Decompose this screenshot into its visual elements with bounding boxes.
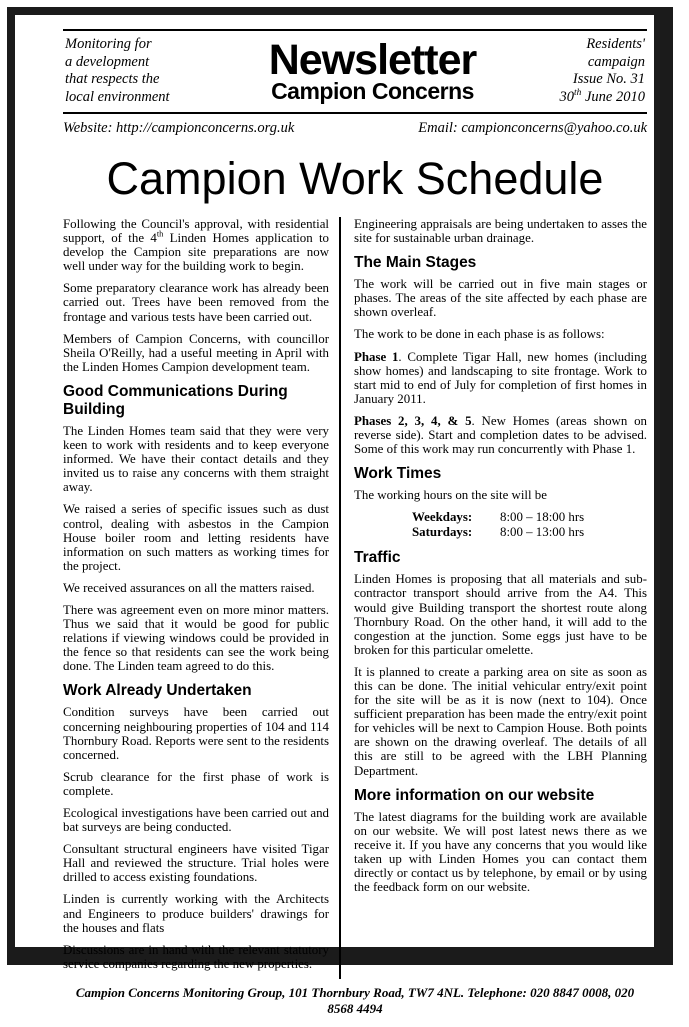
paragraph: Some preparatory clearance work has already been carried out. Trees have been removed from the frontage and various tests have been carried out. bbox=[63, 281, 329, 324]
ordinal-superscript: th bbox=[156, 229, 164, 239]
paragraph: Scrub clearance for the first phase of work is complete. bbox=[63, 769, 329, 798]
issue-date-rest: June 2010 bbox=[581, 88, 645, 105]
paragraph: We raised a series of specific issues such as dust control, dealing with asbestos in the Campion House boiler room and letting residents have information on such matters as working times for the project. bbox=[63, 502, 329, 573]
issue-line: campaign bbox=[587, 53, 645, 70]
work-hours-table bbox=[412, 510, 647, 540]
tagline-line: a development bbox=[65, 53, 150, 70]
masthead-center bbox=[223, 35, 522, 104]
email-text: Email: campionconcerns@yahoo.co.uk bbox=[418, 120, 647, 136]
paragraph: Ecological investigations have been carried out and bat surveys are being conducted. bbox=[63, 806, 329, 835]
hours-value: 8:00 – 18:00 hrs bbox=[500, 510, 585, 525]
newsletter-subtitle: Campion Concerns bbox=[271, 77, 474, 104]
paragraph-phases-2-5 bbox=[354, 414, 647, 456]
right-column bbox=[341, 217, 647, 979]
paragraph-text: . New Homes (areas shown on reverse side). Start and completion dates to be advised. Some of this work may run concurrently with Phase 1. bbox=[354, 413, 647, 457]
paragraph: It is planned to create a parking area on site as soon as this can be done. The initial vehicular entry/exit point for the site will be as it is now (next to 104). Once sufficient preparation has been made the entry/exit point for vehicles will be next to Campion House. Both points are shown on the drawing overleaf. The details of all this are still to be agreed with the LBH Planning Department. bbox=[354, 664, 647, 778]
contact-row bbox=[63, 120, 647, 137]
issue-date bbox=[522, 89, 645, 107]
paragraph: Condition surveys have been carried out concerning neighbouring properties of 104 and 114 Thornbury Road. Reports were sent to the residents concerned. bbox=[63, 705, 329, 762]
paragraph: Discussions are in hand with the relevant statutory service companies regarding the new properties. bbox=[63, 942, 329, 971]
issue-line: Issue No. 31 bbox=[572, 71, 645, 87]
paragraph: The work to be done in each phase is as follows: bbox=[354, 327, 605, 342]
paragraph: There was agreement even on more minor matters. Thus we said that it would be good for public relations if viewing windows could be provided in the fence so that residents can see the work being done. The Linden team agreed to do this. bbox=[63, 602, 329, 674]
paragraph: The Linden Homes team said that they were very keen to work with residents and to keep everyone informed. We have their contact details and they invited us to raise any concerns with them straight away. bbox=[63, 423, 329, 495]
paragraph: We received assurances on all the matters raised. bbox=[63, 580, 315, 595]
paragraph: Engineering appraisals are being undertaken to asses the site for sustainable urban drainage. bbox=[354, 217, 647, 246]
header-tagline bbox=[63, 36, 223, 106]
website-text: Website: http://campionconcerns.org.uk bbox=[63, 120, 295, 136]
body-columns bbox=[63, 217, 647, 979]
paragraph: The latest diagrams for the building work are available on our website. We will post latest news there as we receive it. If you have any concerns that you would like taken up with Linden Homes you can contact them directly or contact us by telephone, by email or by using the feedback form on our website. bbox=[354, 809, 647, 895]
paragraph-text: Following the Council's approval, with residential support, of the 4 bbox=[63, 217, 329, 246]
paragraph: Linden is currently working with the Architects and Engineers to produce builders' drawings for the houses and flats bbox=[63, 892, 329, 935]
work-hours-row bbox=[412, 525, 647, 540]
paragraph: Linden Homes is proposing that all materials and sub-contractor transport should arrive from the A4. This would give Building transport the shortest route along Thornbury Road. On the other hand, it will add to the congestion at the junction. Some eggs just have to be broken for this particular omelette. bbox=[354, 572, 647, 657]
paragraph bbox=[63, 217, 329, 273]
issue-info bbox=[522, 36, 647, 106]
paragraph: The work will be carried out in five main stages or phases. The areas of the site affected by each phase are shown overleaf. bbox=[354, 277, 647, 320]
page-frame bbox=[7, 7, 673, 1016]
tagline-line: that respects the bbox=[65, 71, 160, 87]
newsletter-masthead bbox=[63, 29, 647, 114]
issue-date-day: 30 bbox=[559, 88, 575, 105]
section-heading-good-communications: Good Communications During Building bbox=[63, 382, 288, 418]
hours-value: 8:00 – 13:00 hrs bbox=[500, 525, 585, 540]
paragraph: The working hours on the site will be bbox=[354, 488, 547, 503]
section-heading-more-information: More information on our website bbox=[354, 786, 595, 804]
hours-label: Weekdays: bbox=[412, 510, 473, 525]
paragraph: Members of Campion Concerns, with councillor Sheila O'Reilly, had a useful meeting in April with the Linden Homes Campion development team. bbox=[63, 331, 329, 374]
issue-line: Residents' bbox=[586, 36, 645, 52]
paragraph: Consultant structural engineers have visited Tigar Hall and reviewed the structure. Trial holes were drilled to access existing foundations. bbox=[63, 842, 329, 885]
tagline-line: local environment bbox=[65, 88, 170, 105]
paragraph-text: . Complete Tigar Hall, new homes (including show homes) and landscaping to site frontage. Work to start mid to end of July for completion of first homes in January 2011. bbox=[354, 349, 647, 406]
phase1-lead: Phase 1 bbox=[354, 349, 399, 364]
phases-lead: Phases 2, 3, 4, & 5 bbox=[354, 413, 472, 428]
hours-label: Saturdays: bbox=[412, 525, 473, 540]
section-heading-traffic: Traffic bbox=[354, 549, 401, 567]
tagline-line: Monitoring for bbox=[65, 36, 152, 52]
newsletter-page bbox=[15, 15, 654, 1016]
section-heading-work-times: Work Times bbox=[354, 465, 442, 483]
paragraph-text: Linden Homes application to develop the Campion site preparations are now well under way for the building work to begin. bbox=[63, 231, 329, 274]
work-hours-row bbox=[412, 510, 647, 525]
section-heading-main-stages: The Main Stages bbox=[354, 254, 477, 272]
page-title: Campion Work Schedule bbox=[106, 153, 604, 204]
left-column bbox=[63, 217, 339, 979]
issue-date-ordinal: th bbox=[574, 87, 582, 98]
section-heading-work-already-undertaken: Work Already Undertaken bbox=[63, 682, 252, 700]
paragraph-phase1 bbox=[354, 350, 647, 406]
footer-text: Campion Concerns Monitoring Group, 101 Thornbury Road, TW7 4NL. Telephone: 020 8847 0008, 020 8568 4494 bbox=[75, 984, 635, 1016]
newsletter-title: Newsletter bbox=[268, 35, 477, 84]
